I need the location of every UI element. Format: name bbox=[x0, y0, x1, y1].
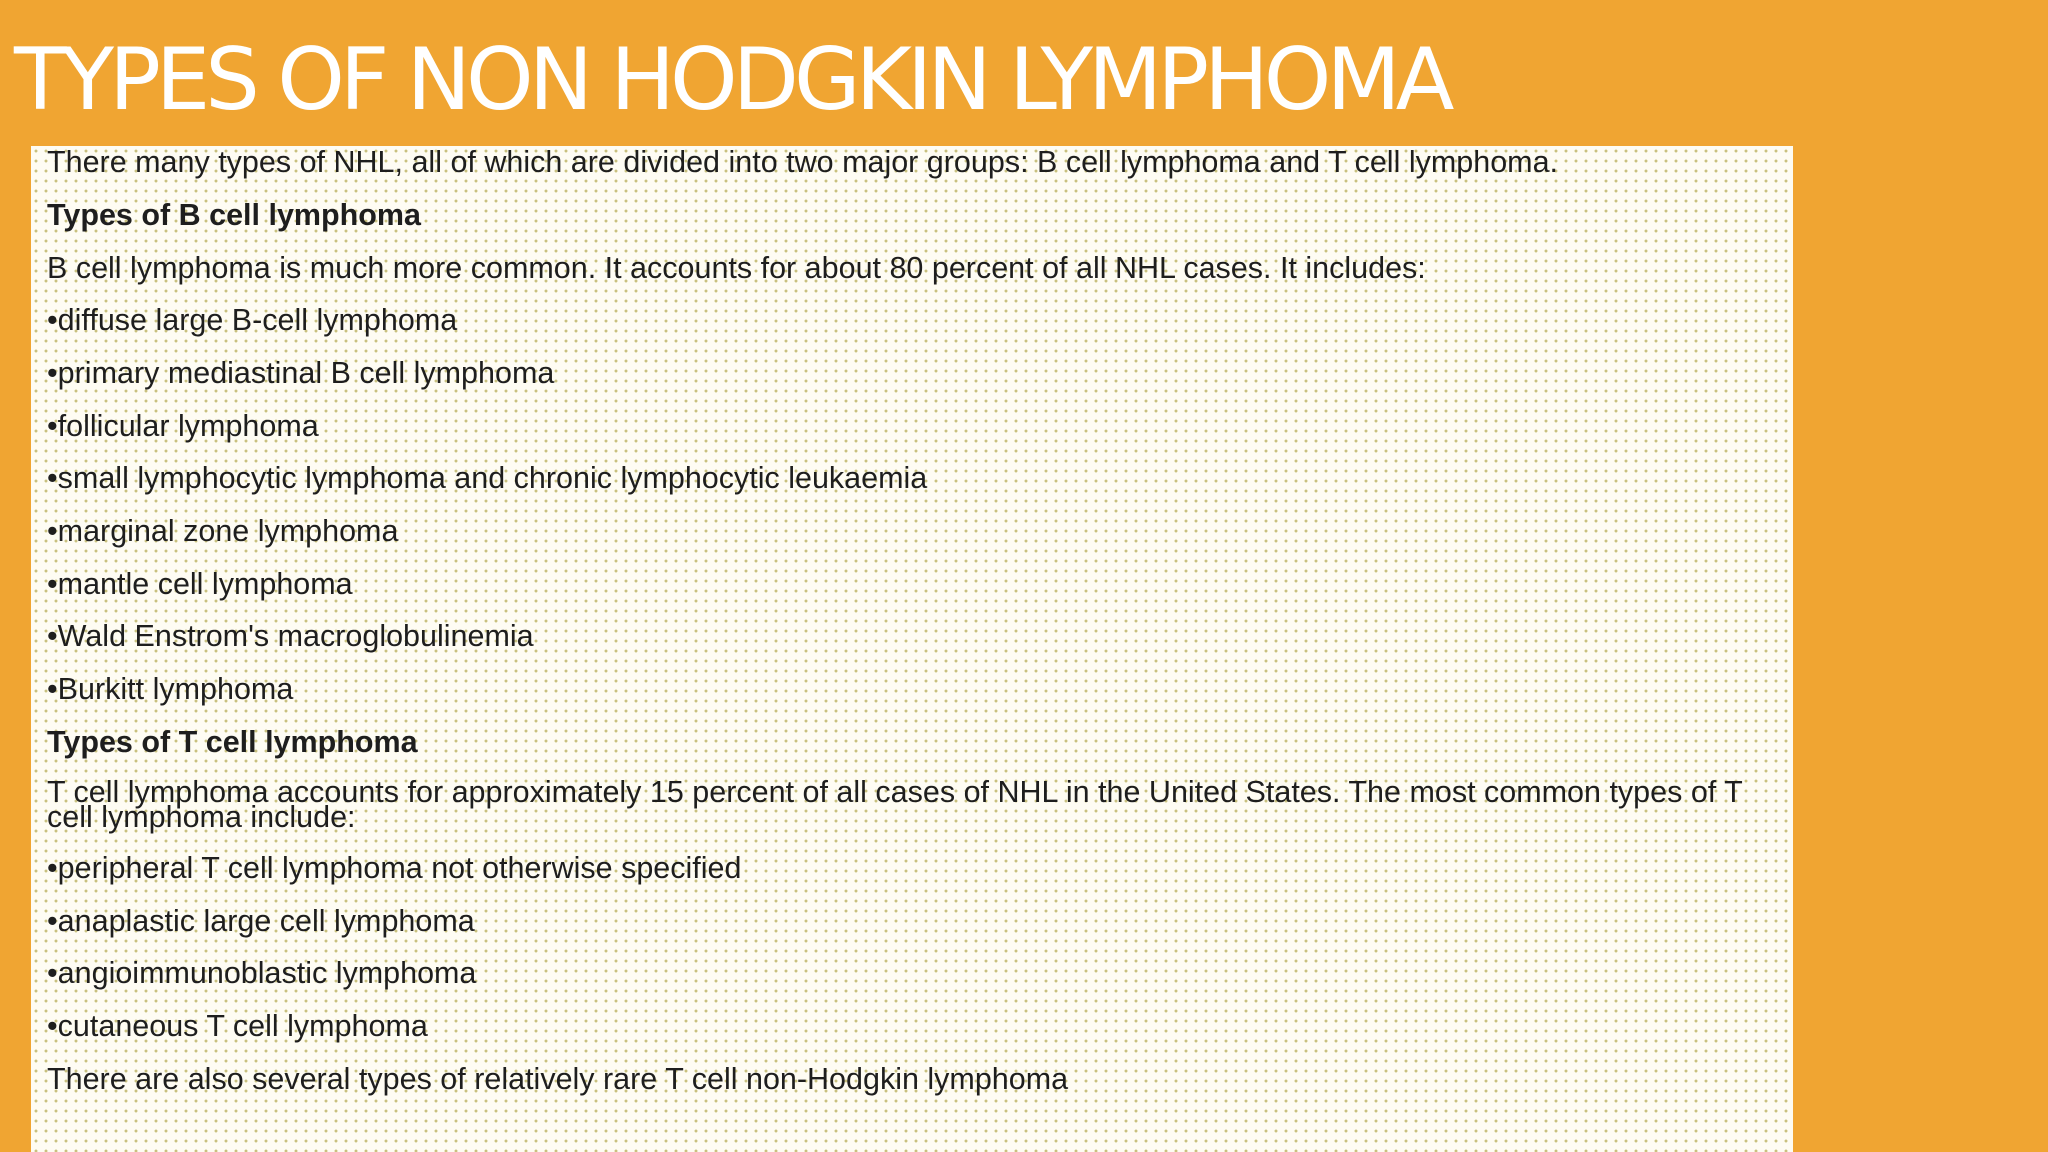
b-cell-heading: Types of B cell lymphoma bbox=[47, 198, 421, 232]
t-cell-heading: Types of T cell lymphoma bbox=[47, 725, 418, 759]
b-cell-list-item: •mantle cell lymphoma bbox=[47, 567, 353, 601]
b-cell-list-item: •diffuse large B-cell lymphoma bbox=[47, 303, 458, 337]
b-cell-list-item: •marginal zone lymphoma bbox=[47, 514, 399, 548]
t-cell-list-item: •cutaneous T cell lymphoma bbox=[47, 1009, 428, 1043]
t-cell-list-item: •peripheral T cell lymphoma not otherwise specified bbox=[47, 851, 742, 885]
content-box bbox=[31, 146, 1793, 1152]
closing-text: There are also several types of relatively rare T cell non-Hodgkin lymphoma bbox=[47, 1062, 1069, 1096]
b-cell-list-item: •Wald Enstrom's macroglobulinemia bbox=[47, 619, 534, 653]
b-cell-description: B cell lymphoma is much more common. It accounts for about 80 percent of all NHL cases. It includes: bbox=[47, 251, 1426, 285]
slide-title: TYPES OF NON HODGKIN LYMPHOMA bbox=[14, 30, 1450, 130]
t-cell-description: T cell lymphoma accounts for approximately 15 percent of all cases of NHL in the United States. The most common types of T cell lymphoma include: bbox=[47, 775, 1743, 834]
intro-text: There many types of NHL, all of which are divided into two major groups: B cell lymphoma and T cell lymphoma. bbox=[47, 145, 1559, 179]
t-cell-list-item: •anaplastic large cell lymphoma bbox=[47, 904, 475, 938]
b-cell-list-item: •primary mediastinal B cell lymphoma bbox=[47, 356, 555, 390]
b-cell-list-item: •Burkitt lymphoma bbox=[47, 672, 294, 706]
b-cell-list-item: •follicular lymphoma bbox=[47, 409, 319, 443]
b-cell-list-item: •small lymphocytic lymphoma and chronic lymphocytic leukaemia bbox=[47, 461, 928, 495]
t-cell-list-item: •angioimmunoblastic lymphoma bbox=[47, 956, 477, 990]
